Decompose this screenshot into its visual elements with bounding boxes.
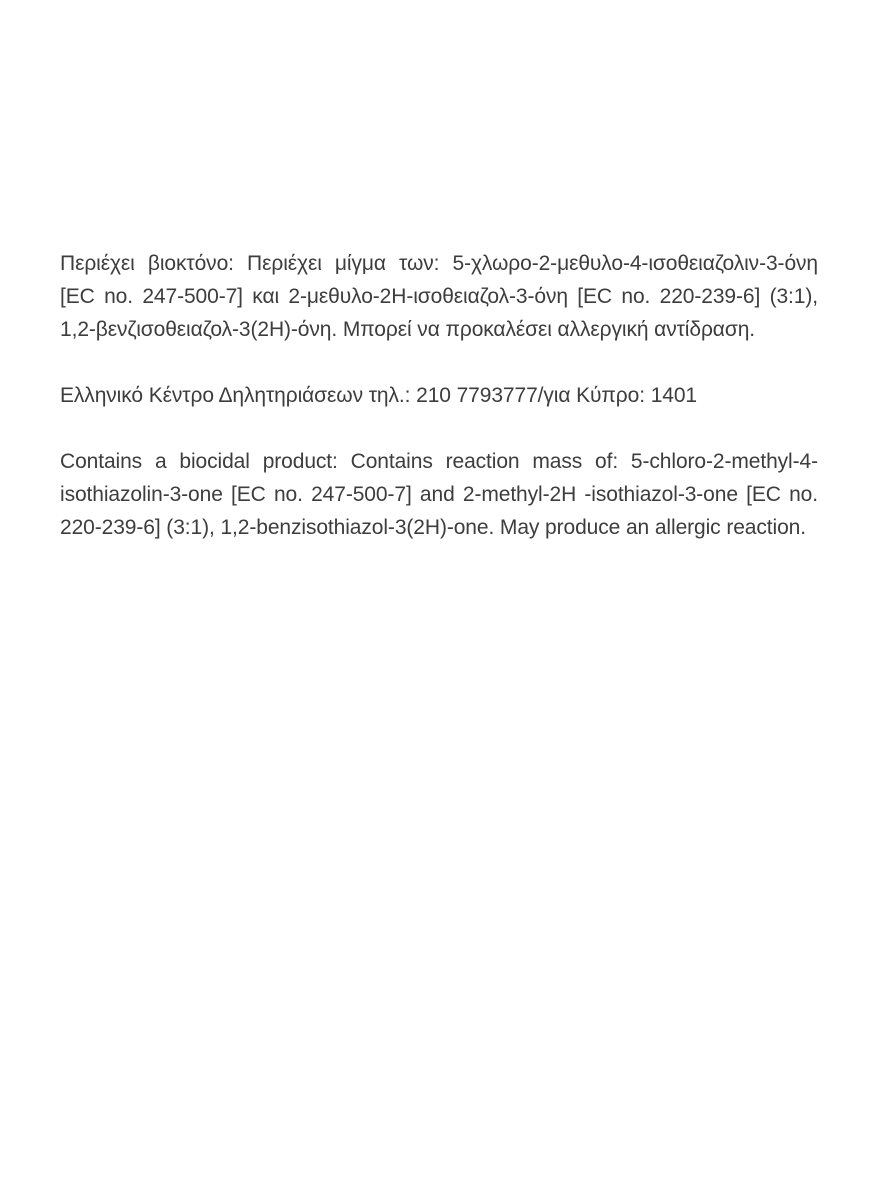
english-biocide-paragraph [60,445,818,544]
greek-biocide-line-2: [EC no. 247-500-7] και 2-μεθυλο-2H-ισοθειαζολ-3-όνη [EC no. 220-239-6] (3:1), [60,285,818,308]
poison-center-line: Ελληνικό Κέντρο Δηλητηριάσεων τηλ.: 210 7793777/για Κύπρο: 1401 [60,384,698,407]
poison-center-paragraph [60,379,818,412]
greek-biocide-line-3: 1,2-βενζισοθειαζολ-3(2H)-όνη. Μπορεί να προκαλέσει αλλεργική αντίδραση. [60,318,756,341]
label-text-block [60,247,818,544]
english-biocide-line-3: 220-239-6] (3:1), 1,2-benzisothiazol-3(2H)-one. May produce an allergic reaction. [60,516,806,539]
greek-biocide-line-1: Περιέχει βιοκτόνο: Περιέχει μίγμα των: 5-χλωρο-2-μεθυλο-4-ισοθειαζολιν-3-όνη [60,252,818,275]
english-biocide-line-2: isothiazolin-3-one [EC no. 247-500-7] and 2-methyl-2H -isothiazol-3-one [EC no. [60,483,818,506]
english-biocide-line-1: Contains a biocidal product: Contains reaction mass of: 5-chloro-2-methyl-4- [60,450,818,473]
greek-biocide-paragraph [60,247,818,346]
